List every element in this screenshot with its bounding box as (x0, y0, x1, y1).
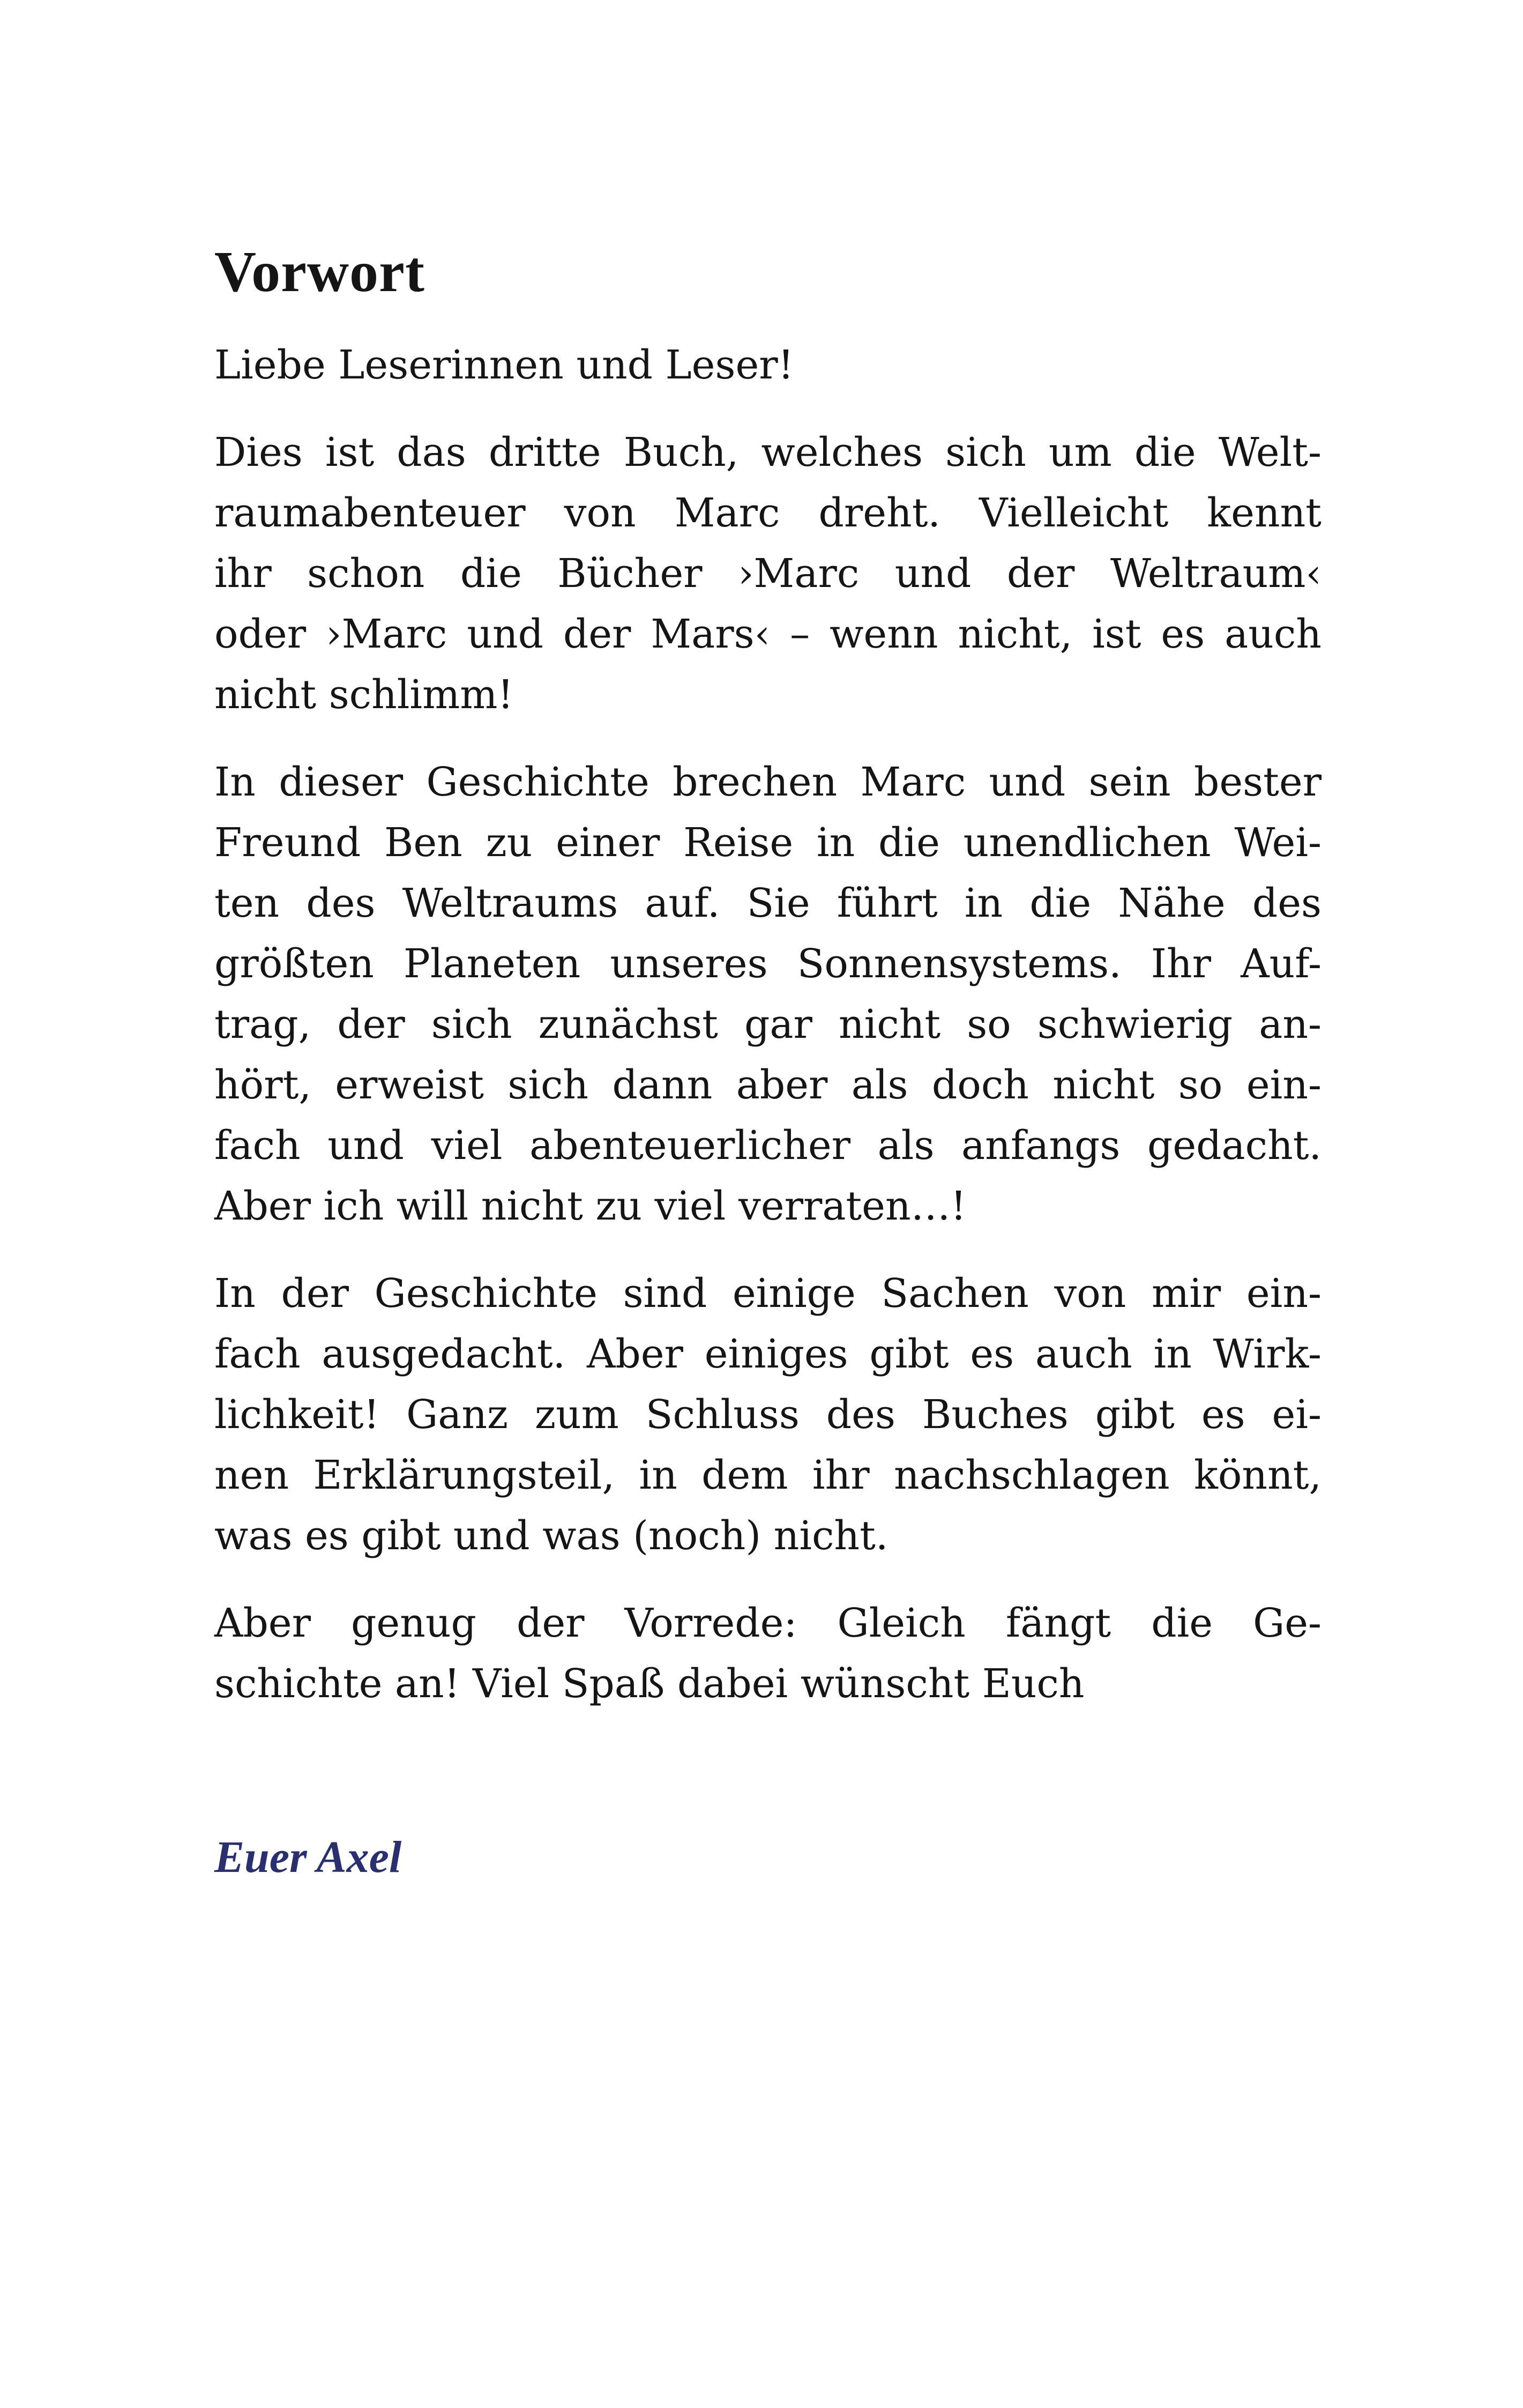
text-line: was es gibt und was (noch) nicht. (214, 1513, 889, 1559)
text-line: nicht schlimm! (214, 672, 514, 718)
book-page (214, 0, 1322, 2408)
text-line: Dies ist das dritte Buch, welches sich um die Welt- (214, 429, 1322, 475)
text-line: Liebe Leserinnen und Leser! (214, 342, 794, 388)
text-line: lichkeit! Ganz zum Schluss des Buches gibt es ei- (214, 1392, 1322, 1438)
text-line: schichte an! Viel Spaß dabei wünscht Euch (214, 1661, 1085, 1707)
text-line: ihr schon die Bücher ›Marc und der Weltraum‹ (214, 551, 1322, 597)
text-line: oder ›Marc und der Mars‹ – wenn nicht, ist es auch (214, 611, 1322, 657)
text-line: nen Erklärungsteil, in dem ihr nachschlagen könnt, (214, 1452, 1322, 1498)
page-title: Vorwort (214, 240, 425, 304)
text-line: raumabenteuer von Marc dreht. Vielleicht kennt (214, 490, 1322, 536)
text-line: trag, der sich zunächst gar nicht so schwierig an- (214, 1001, 1322, 1047)
paragraph-story (214, 752, 1322, 1237)
text-line: In der Geschichte sind einige Sachen von mir ein- (214, 1270, 1322, 1317)
text-line: hört, erweist sich dann aber als doch nicht so ein- (214, 1062, 1322, 1108)
text-line: Aber ich will nicht zu viel verraten…! (214, 1183, 967, 1229)
text-line: fach ausgedacht. Aber einiges gibt es auch in Wirk- (214, 1331, 1322, 1377)
text-line: ten des Weltraums auf. Sie führt in die Nähe des (214, 880, 1322, 926)
text-line: Aber genug der Vorrede: Gleich fängt die Ge- (214, 1600, 1322, 1646)
author-signature: Euer Axel (214, 1832, 402, 1882)
paragraph-explanation (214, 1264, 1322, 1566)
body-text (214, 335, 1322, 1741)
text-line: In dieser Geschichte brechen Marc und sein bester (214, 759, 1322, 805)
paragraph-closing (214, 1593, 1322, 1714)
paragraph-intro (214, 422, 1322, 725)
text-line: Freund Ben zu einer Reise in die unendlichen Wei- (214, 820, 1322, 866)
paragraph-greeting (214, 335, 1322, 396)
text-line: fach und viel abenteuerlicher als anfangs gedacht. (214, 1123, 1322, 1169)
text-line: größten Planeten unseres Sonnensystems. Ihr Auf- (214, 941, 1322, 987)
